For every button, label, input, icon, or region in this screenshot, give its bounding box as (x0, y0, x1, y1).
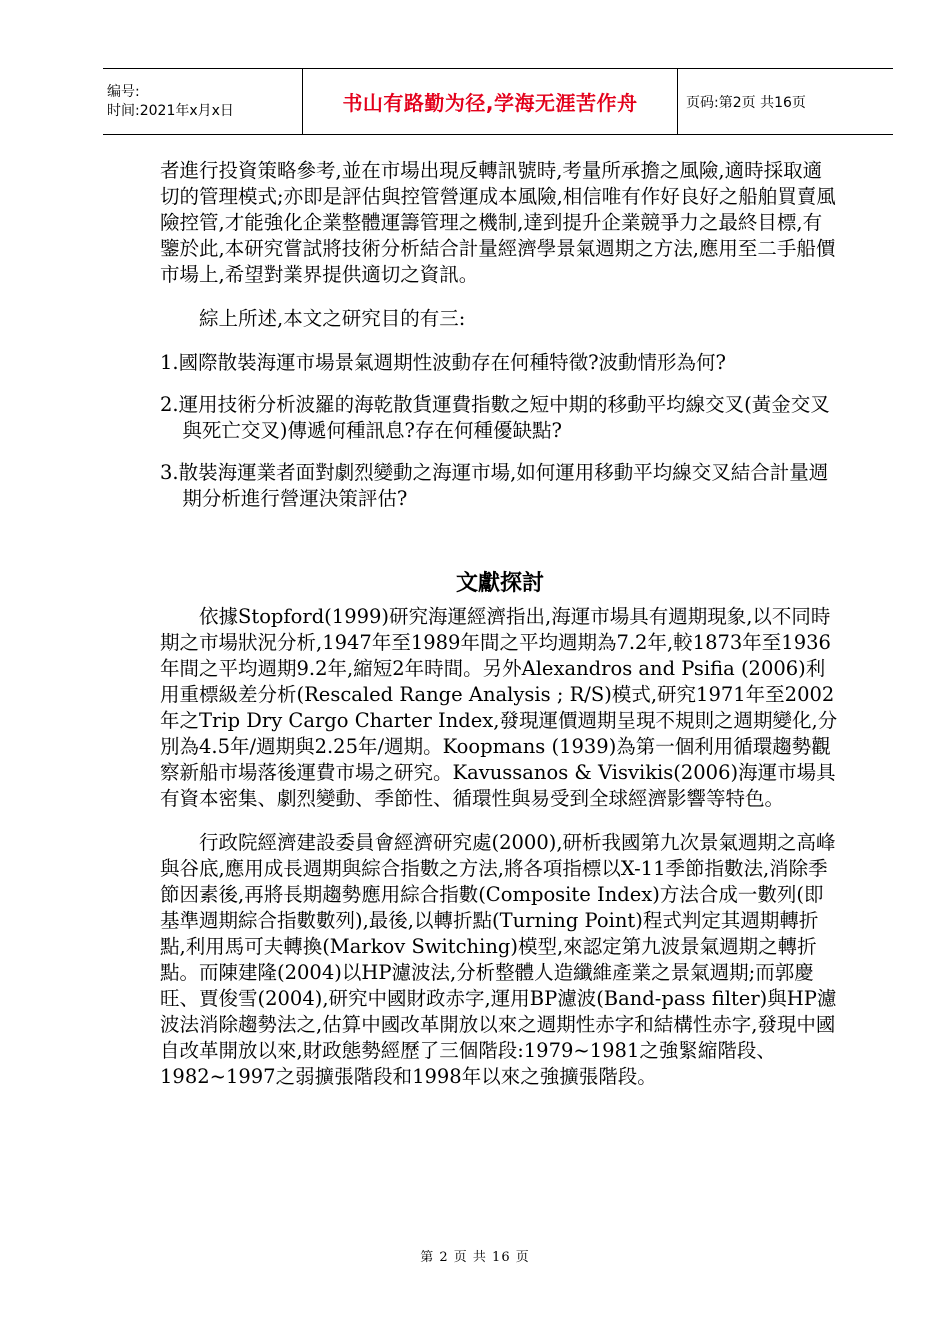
header-slogan: 书山有路勤为径,学海无涯苦作舟 (303, 69, 678, 134)
document-body (160, 158, 840, 1090)
objective-item-3: 3.散裝海運業者面對劇烈變動之海運市場,如何運用移動平均線交叉結合計量週期分析進行營運決策評估? (160, 461, 829, 510)
objective-item-2: 2.運用技術分析波羅的海乾散貨運費指數之短中期的移動平均線交叉(黃金交叉與死亡交叉)傳遞何種訊息?存在何種優缺點? (160, 393, 830, 442)
summary-line: 綜上所述,本文之研究目的有三: (199, 307, 466, 330)
time-label: 时间:2021年x月x日 (107, 102, 234, 119)
literature-paragraph-2: 行政院經濟建設委員會經濟研究處(2000),研析我國第九次景氣週期之高峰與谷底,應用成長週期與綜合指數之方法,將各項指標以X-11季節指數法,消除季節因素後,再將長期趨勢應用綜合指數(Composite Index)方法合成一數列(即基準週期綜合指數數列),最後,以轉折點(Turning Point)程式判定其週期轉折點,利用馬可夫轉換(Markov Switching)模型,來認定第九波景氣週期之轉折點。而陳建隆(2004)以HP濾波法,分析整體人造纖維產業之景氣週期;而郭慶旺、賈俊雪(2004),研究中國財政赤字,運用BP濾波(Band-pass filter)與HP濾波法消除趨勢法之,估算中國改革開放以來之週期性赤字和結構性赤字,發現中國自改革開放以來,財政態勢經歷了三個階段:1979~1981之強緊縮階段、1982~1997之弱擴張階段和1998年以來之強擴張階段。 (160, 831, 837, 1088)
serial-label: 编号: (107, 83, 140, 100)
section-title: 文獻探討 (455, 570, 544, 596)
objective-item-1: 1.國際散裝海運市場景氣週期性波動存在何種特徵?波動情形為何? (160, 351, 727, 374)
literature-paragraph-1: 依據Stopford(1999)研究海運經濟指出,海運市場具有週期現象,以不同時期之市場狀況分析,1947年至1989年間之平均週期為7.2年,較1873年至1936年間之平均週期9.2年,縮短2年時間。另外Alexandros and Psifia (2006)利用重標級差分析(Rescaled Range Analysis ; R/S)模式,研究1971年至2002年之Trip Dry Cargo Charter Index,發現運價週期呈現不規則之週期變化,分別為4.5年/週期與2.25年/週期。Koopmans (1939)為第一個利用循環趨勢觀察新船市場落後運費市場之研究。Kavussanos & Visvikis(2006)海運市場具有資本密集、劇烈變動、季節性、循環性與易受到全球經濟影響等特色。 (160, 605, 838, 810)
intro-paragraph: 者進行投資策略參考,並在市場出現反轉訊號時,考量所承擔之風險,適時採取適切的管理模式;亦即是評估與控管營運成本風險,相信唯有作好良好之船舶買賣風險控管,才能強化企業整體運籌管理之機制,達到提升企業競爭力之最終目標,有鑒於此,本研究嘗試將技術分析結合計量經濟學景氣週期之方法,應用至二手船價市場上,希望對業界提供適切之資訊。 (160, 159, 836, 286)
header-meta (103, 69, 303, 134)
header-page-info: 页码:第2页 共16页 (686, 94, 806, 111)
page-footer: 第 2 页 共 16 页 (420, 1250, 530, 1265)
page-header (103, 68, 893, 135)
